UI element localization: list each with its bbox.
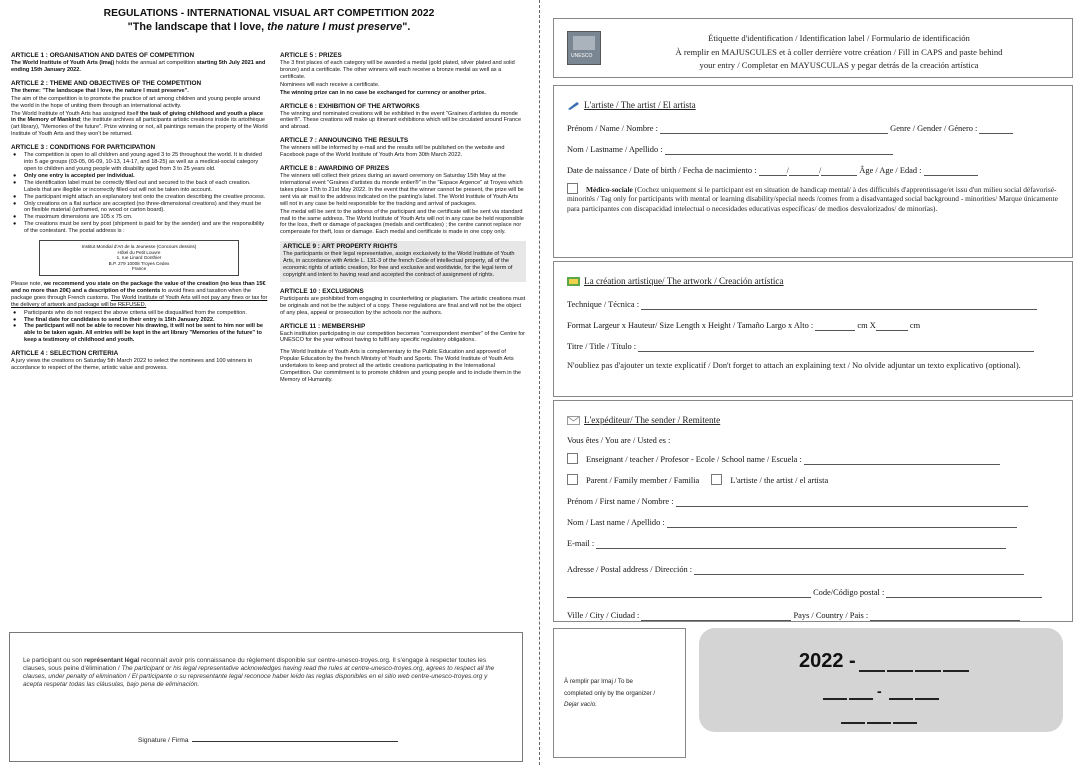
article-4-heading: ARTICLE 4 : SELECTION CRITERIA xyxy=(11,350,119,358)
artist-name-row xyxy=(567,118,1064,139)
artist-self-checkbox[interactable] xyxy=(711,474,722,485)
header-line: your entry / Completar en MAYUSCULAS y pegar detrás de la creación artística xyxy=(699,60,979,70)
column-right xyxy=(280,52,526,385)
article-11-text: Each institution participating in our competition becomes "correspondent member" of the Centre for UNESCO for the year without having to fulfil any specific regulatory obligations. xyxy=(280,330,525,344)
article-5-text: The 3 first places of each category will be awarded a medal (gold plated, silver plated and solid bronze) and a certificate. The other winners will each receive a bronze medal as well as a certificate. xyxy=(280,60,515,80)
medico-social-checkbox[interactable] xyxy=(567,183,578,194)
article-9-heading: ARTICLE 9 : ART PROPERTY RIGHTS xyxy=(283,243,398,251)
article-9-box xyxy=(280,241,526,282)
article-3-list xyxy=(11,152,268,235)
picture-icon xyxy=(567,277,580,286)
signature-field[interactable] xyxy=(192,741,398,742)
header-line: À remplir en MAJUSCULES et à coller derrière votre création / Fill in CAPS and paste behind xyxy=(675,46,1003,57)
title-row xyxy=(567,336,1064,357)
article-7-text: The winners will be informed by e-mail and the results will be published on the website and Facebook page of the World Institute of Youth Arts from 30th March 2022. xyxy=(280,145,505,159)
address-line: 1, rue Linard Gonthier xyxy=(116,255,162,261)
address-line: Institut Mondial d'Art de la Jeunesse (Concours dessins) xyxy=(81,244,197,250)
list-item: ● The final date for candidates to send in their entry is 15th January 2022. xyxy=(11,317,268,324)
article-6-heading: ARTICLE 6 : EXHIBITION OF THE ARTWORKS xyxy=(280,102,420,110)
postal-row xyxy=(567,582,1064,603)
technique-row xyxy=(567,294,1064,315)
article-5-heading: ARTICLE 5 : PRIZES xyxy=(280,52,342,59)
pencil-icon xyxy=(567,101,580,110)
article-2-theme: The theme: "The landscape that I love, the nature I must preserve". xyxy=(11,87,189,94)
unit-label: cm xyxy=(909,321,921,330)
article-2-aim: The aim of the competition is to promote the practice of art among children and young people around the world in the hope of uniting them through an international activity. xyxy=(11,95,261,109)
dob-month-input[interactable] xyxy=(789,162,819,176)
article-10-heading: ARTICLE 10 : EXCLUSIONS xyxy=(280,287,364,295)
field-label: Pays / Country / Pais : xyxy=(793,611,869,620)
article-2-task: The World Institute of Youth Arts has assigned itself the task of giving childhood and youth a place in the Memory of Mankind; the institute archives all participants artistic creations inside its artothèque (art library), "Memories of the future". Prize winning or not, all paintings remain the property of the World Institute of Youth Arts and they won't be returned. xyxy=(11,110,268,138)
email-input[interactable] xyxy=(596,535,1006,549)
times-label: X xyxy=(869,321,876,330)
cut-line-divider xyxy=(539,0,540,765)
article-6-text: The winning and nominated creations will be exhibited in the event "Graines d'artistes du monde entier®". These creations will make up itinerant exhibitions which will be circulated around France and abroad. xyxy=(280,110,522,131)
ref-digit-slot xyxy=(915,698,939,700)
address-line: France xyxy=(131,266,147,272)
field-label: Prénom / Name / Nombre : xyxy=(567,124,658,133)
field-label: Technique / Técnica : xyxy=(567,300,640,309)
artist-section-title: L'artiste / The artist / El artista xyxy=(567,100,1064,110)
ref-digit-slot xyxy=(867,722,891,724)
height-input[interactable] xyxy=(876,317,908,331)
field-label: Parent / Family member / Familia xyxy=(586,476,700,485)
regulations-panel xyxy=(8,8,530,763)
reference-number-box xyxy=(699,628,1063,732)
artwork-section-title: La création artistique/ The artwork / Creación artística xyxy=(567,276,1064,286)
ref-digit-slot xyxy=(841,722,865,724)
city-row xyxy=(567,605,1064,626)
list-item: ● The participant will not be able to recover his drawing, it will not be sent to him nor will be able to be taken again. All entries will be kept in the art library "Memories of the future" to keep a testimony of childhood and youth. xyxy=(11,323,268,344)
article-8-medal: The medal will be sent to the address of the participant and the certificate will be sent via standard mail to the same address. The World Institute of Youth Arts will not in any case be held responsible for the loss, theft or damage of packages (medals and certificates) ; the centre cannot replace nor compensate for theft, loss or damage. Each medal and certificate is made in one copy only. xyxy=(280,208,524,236)
artist-section xyxy=(553,85,1073,258)
article-5-nominees: Nominees will each receive a certificate. xyxy=(280,81,380,88)
sender-section xyxy=(553,400,1073,622)
list-item: ● Only one entry is accepted per individual. xyxy=(11,173,268,180)
unit-label: cm xyxy=(857,321,868,330)
country-input[interactable] xyxy=(870,607,1020,621)
ref-digit-slot xyxy=(823,698,847,700)
organizer-note: À remplir par Imaj / To be completed only by the organizer / Dejar vacío. xyxy=(564,678,656,708)
article-7-heading: ARTICLE 7 : ANNOUNCING THE RESULTS xyxy=(280,137,409,145)
dob-day-input[interactable] xyxy=(759,162,787,176)
city-input[interactable] xyxy=(641,607,791,621)
header-line: Étiquette d'identification / Identification label / Formulario de identificación xyxy=(708,33,970,43)
article-11-text-2: The World Institute of Youth Arts is complementary to the Public Education and approved of Popular Education by the french Ministry of Youth and Sports. The World Institute of Youth Arts undertakes to keep and protect all the artistic creations participating in the International Competition. Our commitment is to promote children and young people and to include them in the Memory of Humanity. xyxy=(280,349,521,383)
list-item: ● The maximum dimensions are 105 x 75 cm. xyxy=(11,214,268,221)
field-label: Nom / Lastname / Apellido : xyxy=(567,145,663,154)
artist-lastname-row xyxy=(567,139,1064,160)
field-label: Genre / Gender / Género : xyxy=(890,124,978,133)
identification-label-form xyxy=(553,18,1073,758)
field-label: E-mail : xyxy=(567,539,595,548)
address-input[interactable] xyxy=(694,561,1024,575)
ref-digit-slot xyxy=(943,670,969,672)
you-are-label: Vous êtes / You are / Usted es : xyxy=(567,436,671,445)
school-name-input[interactable] xyxy=(804,451,1000,465)
parent-row xyxy=(567,470,1064,491)
field-label: Titre / Title / Título : xyxy=(567,342,637,351)
ref-digit-slot xyxy=(915,670,941,672)
list-item: ● Participants who do not respect the above criteria will be disqualified from the competition. xyxy=(11,310,268,317)
sender-firstname-input[interactable] xyxy=(676,493,1028,507)
article-4-text: A jury views the creations on Saturday 5th March 2022 to select the nominees and 100 winners in accordance to respect of the theme, artistic value and prowess. xyxy=(11,358,253,372)
parent-checkbox[interactable] xyxy=(567,474,578,485)
page-title xyxy=(8,8,530,33)
field-label: Code/Código postal : xyxy=(813,588,885,597)
unesco-logo: UNESCO xyxy=(567,31,601,65)
address-line-2-input[interactable] xyxy=(567,584,811,598)
field-label: Format Largeur x Hauteur/ Size Length x Height / Tamaño Largo x Alto : xyxy=(567,321,814,330)
list-item: ● Only creations on a flat surface are accepted (no three-dimensional creations) and they must be on flexible material (unframed, no wood or carton board). xyxy=(11,201,268,215)
format-row xyxy=(567,315,1064,336)
field-label: Âge / Age / Edad : xyxy=(859,166,922,175)
label-header-text xyxy=(614,32,1064,73)
reference-year: 2022 - xyxy=(799,650,856,672)
field-label: Enseignant / teacher / Profesor - Ecole / School name / Escuela : xyxy=(586,455,802,464)
email-row xyxy=(567,533,1064,554)
title-line: REGULATIONS - INTERNATIONAL VISUAL ART COMPETITION 2022 xyxy=(103,8,435,19)
article-2-heading: ARTICLE 2 : THEME AND OBJECTIVES OF THE COMPETITION xyxy=(11,79,202,87)
field-label: Prénom / First name / Nombre : xyxy=(567,497,674,506)
explaining-text-note: N'oubliez pas d'ajouter un texte explicatif / Don't forget to attach an explaining text / No olvide adjuntar un texto explicativo (optional). xyxy=(567,361,1021,370)
artist-gender-input[interactable] xyxy=(979,120,1013,134)
column-left xyxy=(11,52,268,373)
artwork-title-input[interactable] xyxy=(638,338,1034,352)
sender-lastname-row xyxy=(567,512,1064,533)
teacher-checkbox[interactable] xyxy=(567,453,578,464)
label-header xyxy=(553,18,1073,78)
age-input[interactable] xyxy=(924,162,978,176)
address-line: Hôtel du Petit Louvre xyxy=(117,249,161,255)
sender-section-title: L'expéditeur/ The sender / Remitente xyxy=(567,415,1064,425)
article-5-currency: The winning prize can in no case be exchanged for currency or another prize. xyxy=(280,89,486,96)
ref-hyphen: - xyxy=(877,683,882,699)
address-row xyxy=(567,559,1064,580)
article-8-text: The winners will collect their prizes during an award ceremony on Saturday 15th May at the international event "Graines d'artistes du monde entier®" in the "Espace Argence" at Troyes which takes place 17th to 21st May 2022. In the event that the winner cannot be present, the prize will be sent via air mail to the address indicated on the painting's label. The World Institute of Youth Arts will not in any case be held responsible for the tracking and arrival of packages. xyxy=(280,173,524,207)
width-input[interactable] xyxy=(815,317,855,331)
envelope-icon xyxy=(567,416,580,425)
article-9-text: The participants or their legal representative, assign exclusively to the World Institute of Youth Arts, in accordance with Article L. 131-3 of the french Code of intellectual property, all of the economic rights of artistic creation, for free and exclusive and worldwide, for the legal term of copyright and intent to having read and accepted the contract of assignment of rights. xyxy=(283,251,515,278)
sender-firstname-row xyxy=(567,491,1064,512)
field-label: Adresse / Postal address / Dirección : xyxy=(567,565,693,574)
list-item: ● The identification label must be correctly filled out and secured to the back of each creation. Labels that are illegible or incorrectly filled out will not be taken into account. xyxy=(11,180,268,194)
signature-label: Signature / Firma xyxy=(138,737,189,744)
artist-dob-row: Date de naissance / Date of birth / Fecha de nacimiento : / / Âge / Age / Edad : xyxy=(567,160,1064,181)
ref-digit-slot xyxy=(893,722,917,724)
article-1-heading: ARTICLE 1 : ORGANISATION AND DATES OF COMPETITION xyxy=(11,52,195,59)
declaration-text: Le participant ou son représentant légal reconnait avoir pris connaissance du règlement disponible sur centre-unesco-troyes.org. Il s'engage à respecter toutes les clauses, sous peine d'élimination / The participant or his legal representative acknowledges having read the rules at centre-unesco-troyes.org, agrees to respect all the clauses, under penalty of elimination / El participante o su representante legal reconoce haber leído las reglas disponibles en el sitio web centre-unesco-troyes.org y acepta respetar todas las cláusulas, bajo pena de eliminación. xyxy=(23,657,495,688)
ref-digit-slot xyxy=(849,698,873,700)
article-8-heading: ARTICLE 8 : AWARDING OF PRIZES xyxy=(280,165,390,173)
medico-social-option: Médico-sociale (Cochez uniquement si le participant est en situation de handicap mental/ à des difficultés d'apprentissage/et issu d'un milieu social défavorisé-minorités / Tag only for participants with mental or learning disability/special needs /comes from a disadvantaged social background - minorities/ Marque únicamente para participantes con discapacidad intelectual o necesidades educativas específicas/ de medios desvalorizados/ de minorías). xyxy=(567,185,1058,213)
dob-year-input[interactable] xyxy=(821,162,857,176)
signature-row xyxy=(138,737,398,745)
postal-code-input[interactable] xyxy=(886,584,1042,598)
ref-digit-slot xyxy=(887,670,913,672)
article-3-list-2 xyxy=(11,310,268,345)
list-item: ● The competition is open to all children and young aged 3 to 25 throughout the world. It is divided into 5 age groups (03-05, 06-09, 10-13, 14-17, and 18-25) as well as a medical-social category open to children and young people with disability aged from 3 to 25 years old. xyxy=(11,152,268,173)
field-label: Ville / City / Ciudad : xyxy=(567,611,640,620)
sender-lastname-input[interactable] xyxy=(667,514,1017,528)
organizer-box xyxy=(553,628,686,758)
artwork-section xyxy=(553,261,1073,397)
field-label: L'artiste / the artist / el artista xyxy=(730,476,829,485)
title-subtitle: "The landscape that I love, the nature I must preserve". xyxy=(127,20,411,33)
article-10-text: Participants are prohibited from engaging in counterfeiting or plagiarism. The artistic creations must be originals and not be the subject of a copy. These regulations are final and will not be the object of any plea, appeal or prosecution by the schools nor the authors. xyxy=(280,295,526,316)
postal-address-box xyxy=(39,240,239,276)
article-11-heading: ARTICLE 11 : MEMBERSHIP xyxy=(280,322,366,330)
teacher-row xyxy=(567,449,1064,470)
ref-digit-slot xyxy=(859,670,885,672)
article-3-heading: ARTICLE 3 : CONDITIONS FOR PARTICIPATION xyxy=(11,144,156,152)
field-label: Nom / Last name / Apellido : xyxy=(567,518,665,527)
article-1-text: The World Institute of Youth Arts (Imaj) holds the annual art competition starting 5th July 2021 and ending 15th January 2022. xyxy=(11,60,266,73)
address-line: B.P. 279 10008 Troyes Cedex xyxy=(108,260,170,266)
ref-digit-slot xyxy=(889,698,913,700)
artist-firstname-input[interactable] xyxy=(660,120,888,134)
list-item: ● The participant might attach an explanatory text onto the creation describing the creative process. xyxy=(11,194,268,201)
declaration-box xyxy=(9,632,523,762)
field-label: Date de naissance / Date of birth / Fecha de nacimiento : xyxy=(567,166,757,175)
technique-input[interactable] xyxy=(641,296,1037,310)
artist-lastname-input[interactable] xyxy=(665,141,893,155)
list-item: ● The creations must be sent by post (shipment is paid for by the sender) and are the responsibility of the contestant. The postal address is : xyxy=(11,221,268,235)
customs-note: Please note, we recommend you state on the package the value of the creation (no less than 15€ and no more than 20€) and a description of the contents to avoid fines and taxation when the package goes through French customs. The World Institute of Youth Arts will not pay any fines or tax for the delivery of artwork and package will be REFUSED. xyxy=(11,281,268,308)
